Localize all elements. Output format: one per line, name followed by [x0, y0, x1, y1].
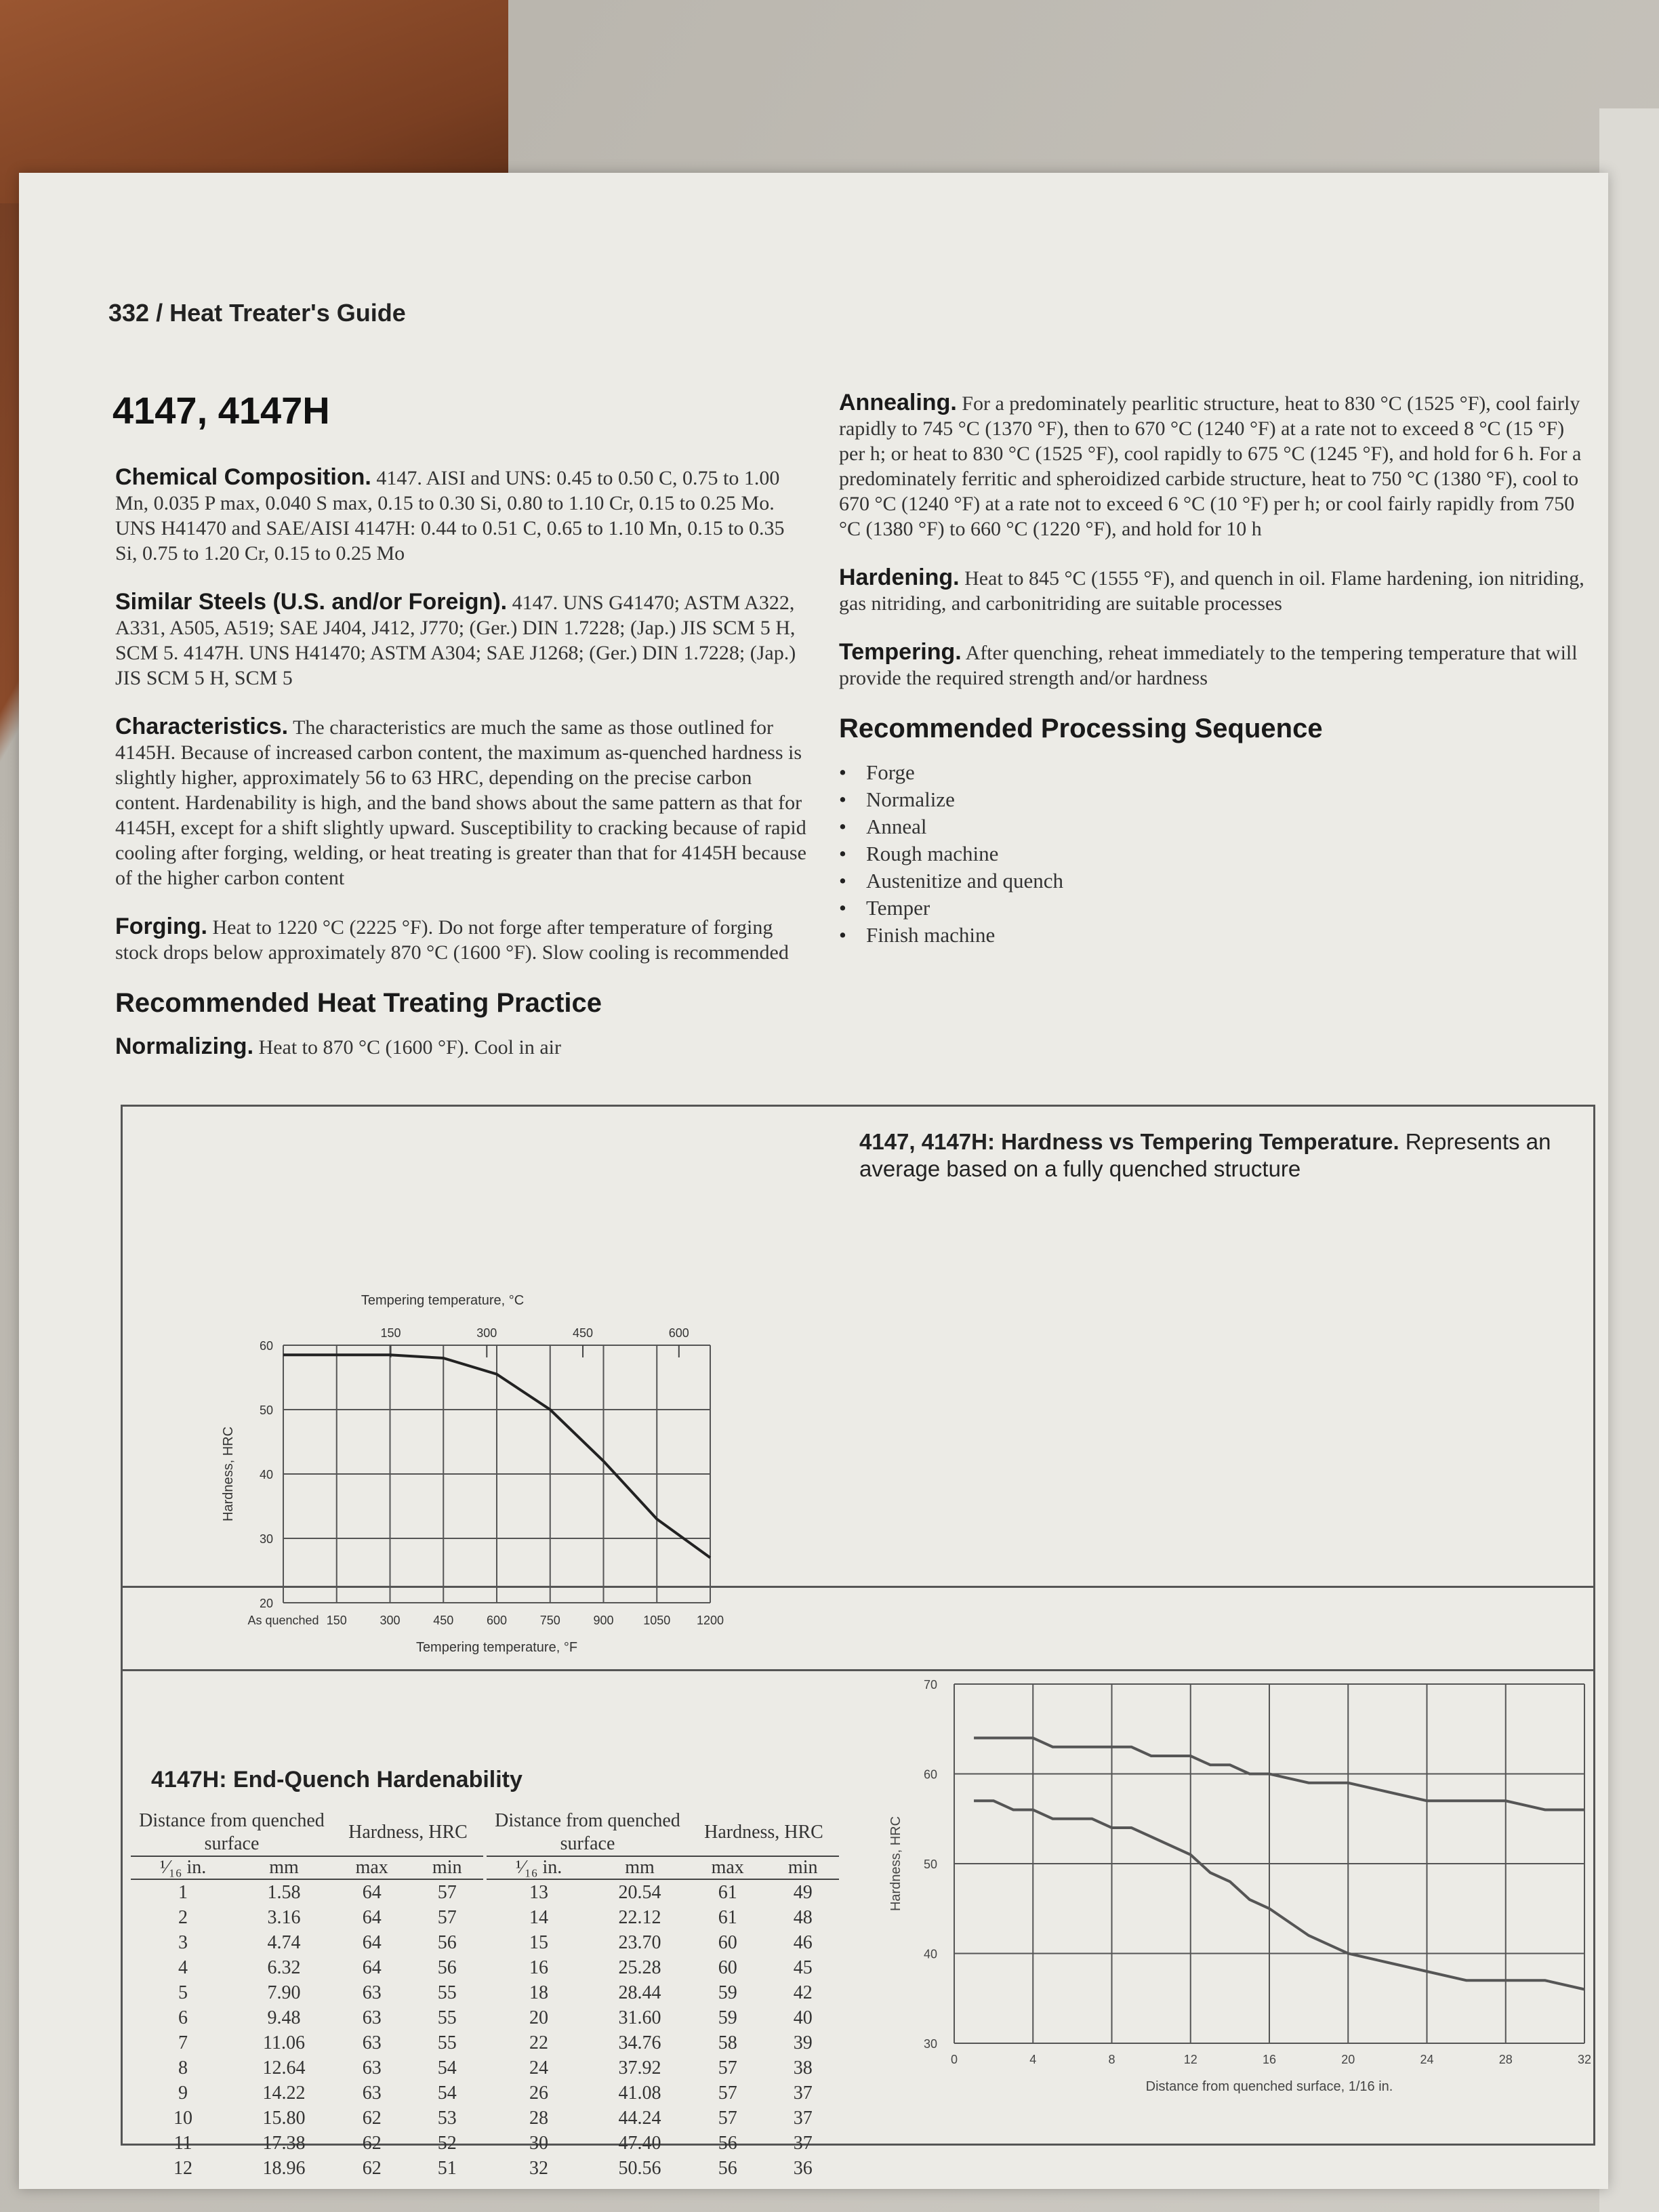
table-row [131, 2005, 483, 2030]
table-cell: 4 [178, 1957, 188, 1978]
x-tick-label: 900 [593, 1614, 614, 1627]
similar-steels: Similar Steels (U.S. and/or Foreign). 4147. UNS G41470; ASTM A322, A331, A505, A519; SAE J404, J412, J770; (Ger.) DIN 1.7228; (Jap.) JIS SCM 5 H, SCM 5. 4147H. UNS H41470; ASTM A304; SAE J1268; (Ger.) DIN 1.7228; (Jap.) JIS SCM 5 H, SCM 5 [115, 589, 796, 689]
list-item: • Austenitize and quench [866, 867, 1584, 895]
table-row [487, 2030, 839, 2055]
table-cell: 11.06 [263, 2032, 306, 2053]
table-row [487, 2081, 839, 2106]
left-column [115, 464, 810, 1083]
table-cell: 14.22 [262, 2083, 306, 2104]
table-cell: 37 [793, 2133, 813, 2154]
list-item: • Temper [866, 895, 1584, 922]
table-cell: 20 [529, 2007, 549, 2028]
table-cell: 57 [718, 2057, 737, 2078]
table-cell: 55 [437, 1982, 457, 2003]
table-cell: 11 [173, 2133, 192, 2154]
list-item: • Normalize [866, 786, 1584, 813]
table-cell: 39 [793, 2032, 813, 2053]
x-tick-label: 300 [380, 1614, 401, 1627]
x2-tick-label: 450 [573, 1326, 594, 1340]
table-cell: 62 [362, 2158, 382, 2179]
table-cell: 37 [793, 2108, 813, 2129]
table-cell: 30 [529, 2133, 549, 2154]
table-row [131, 2131, 483, 2156]
x-tick-label: 28 [1498, 2053, 1513, 2066]
annealing: Annealing. For a predominately pearlitic structure, heat to 830 °C (1525 °F), cool fairly rapidly to 745 °C (1370 °F), then to 670 °C (1240 °F) at a rate not to exceed 8 °C (15 °F) per h; or heat to 830 °C (1525 °F), cool rapidly to 675 °C (1245 °F), and hold for 6 h. For a predominately ferritic and spheroidized carbide structure, heat to 750 °C (1380 °F), cool to 670 °C (1240 °F) at a rate not to exceed 6 °C (10 °F) per h; or cool fairly rapidly from 750 °C (1380 °F) to 660 °C (1220 °F), and hold for 10 h [839, 390, 1582, 540]
table-row [131, 2081, 483, 2106]
table-cell: 57 [437, 1907, 457, 1928]
table-row [487, 1980, 839, 2005]
table-cell: 61 [718, 1882, 737, 1903]
table-cell: 37.92 [618, 2057, 661, 2078]
x-tick-label: 150 [326, 1614, 347, 1627]
table-cell: 63 [362, 2057, 382, 2078]
table-cell: 31.60 [618, 2007, 661, 2028]
table-row [131, 1930, 483, 1955]
table-cell: 36 [793, 2158, 813, 2179]
table-row [131, 2030, 483, 2055]
x-axis-label: Distance from quenched surface, 1/16 in. [1145, 2079, 1393, 2094]
col-max: max [711, 1857, 744, 1878]
list-item: • Finish machine [866, 922, 1584, 949]
table-row [131, 2156, 483, 2181]
x2-tick-label: 600 [668, 1326, 689, 1340]
table-cell: 28 [529, 2108, 549, 2129]
table-cell: 64 [362, 1882, 382, 1903]
page-title: 4147, 4147H [112, 389, 330, 432]
table-cell: 64 [362, 1957, 382, 1978]
table-cell: 7.90 [267, 1982, 301, 2003]
table-cell: 17.38 [262, 2133, 306, 2154]
x-tick-label: 750 [539, 1614, 560, 1627]
table-cell: 7 [178, 2032, 188, 2053]
x-tick-label: 32 [1577, 2053, 1591, 2066]
hardenability-chart [859, 1623, 1591, 2097]
table-cell: 54 [437, 2083, 457, 2104]
col-min: min [787, 1857, 818, 1878]
table-cell: 4.74 [267, 1932, 301, 1953]
table-row [487, 2055, 839, 2081]
figure-1-caption: 4147, 4147H: Hardness vs Tempering Temperature. Represents an average based on a fully quenched structure [859, 1129, 1551, 1181]
table-cell: 64 [362, 1932, 382, 1953]
table-cell: 60 [718, 1932, 737, 1953]
table-row [487, 2106, 839, 2131]
col-dist: Distance from quenched surface [139, 1810, 325, 1854]
x-tick-label: 16 [1262, 2053, 1277, 2066]
table-cell: 56 [437, 1932, 457, 1953]
table-cell: 5 [178, 1982, 188, 2003]
chemical-composition: Chemical Composition. 4147. AISI and UNS: 0.45 to 0.50 C, 0.75 to 1.00 Mn, 0.035 P max, 0.040 S max, 0.15 to 0.30 Si, 0.80 to 1.10 Cr, 0.15 to 0.25 Mo. UNS H41470 and SAE/AISI 4147H: 0.44 to 0.51 C, 0.65 to 1.10 Mn, 0.15 to 0.35 Si, 0.75 to 1.20 Cr, 0.15 to 0.25 Mo [115, 464, 785, 565]
characteristics: Characteristics. The characteristics are much the same as those outlined for 4145H. Because of increased carbon content, the maximum as-quenched hardness is slightly higher, approximately 56 to 63 HRC, depending on the precise carbon content. Hardenability is high, and the band shows about the same pattern as that for 4145H, except for a shift slightly upward. Susceptibility to cracking because of rapid cooling after forging, welding, or heat treating is greater than that for 4145H because of the higher carbon content [115, 714, 806, 889]
table-row [487, 2131, 839, 2156]
table-cell: 55 [437, 2007, 457, 2028]
table-cell: 10 [173, 2108, 193, 2129]
processing-sequence-list [839, 759, 1584, 949]
table-cell: 1 [178, 1882, 188, 1903]
table-cell: 45 [793, 1957, 813, 1978]
table-cell: 34.76 [618, 2032, 661, 2053]
x-tick-label: 1200 [696, 1614, 724, 1627]
table-cell: 56 [718, 2133, 737, 2154]
table-cell: 59 [718, 2007, 737, 2028]
col-max: max [355, 1857, 388, 1878]
x-tick-label: 450 [433, 1614, 454, 1627]
col-mm: mm [269, 1857, 299, 1878]
table-cell: 60 [718, 1957, 737, 1978]
table-cell: 62 [362, 2133, 382, 2154]
table-cell: 57 [718, 2108, 737, 2129]
table-cell: 44.24 [618, 2108, 661, 2129]
x2-tick-label: 150 [380, 1326, 401, 1340]
table-cell: 26 [529, 2083, 549, 2104]
running-head: 332 / Heat Treater's Guide [108, 299, 406, 327]
x-tick-label: 0 [950, 2053, 958, 2066]
table-cell: 51 [437, 2158, 457, 2179]
table-cell: 15.80 [262, 2108, 306, 2129]
processing-sequence-heading: Recommended Processing Sequence [839, 714, 1323, 743]
table-cell: 2 [178, 1907, 188, 1928]
table-row [487, 1930, 839, 1955]
table-cell: 50.56 [618, 2158, 661, 2179]
normalizing: Normalizing. Heat to 870 °C (1600 °F). Cool in air [115, 1033, 561, 1059]
table-cell: 40 [793, 2007, 813, 2028]
table-cell: 25.28 [618, 1957, 661, 1978]
table-cell: 41.08 [618, 2083, 661, 2104]
x-tick-label: 1050 [643, 1614, 671, 1627]
table-cell: 48 [793, 1907, 813, 1928]
table-cell: 54 [437, 2057, 457, 2078]
col-hard: Hardness, HRC [348, 1822, 468, 1843]
table-row [131, 2106, 483, 2131]
table-cell: 22.12 [618, 1907, 661, 1928]
table-cell: 47.40 [618, 2133, 661, 2154]
y-tick-label: 30 [259, 1532, 273, 1546]
table-cell: 12.64 [262, 2057, 306, 2078]
hardenability-table-right [487, 1809, 839, 2181]
x2-axis-label: Tempering temperature, °C [361, 1293, 525, 1308]
min-hardness-curve [974, 1801, 1584, 1989]
y-tick-label: 60 [923, 1767, 937, 1782]
hardenability-table-left [131, 1809, 483, 2181]
table-row [487, 1955, 839, 1980]
x-tick-label: 8 [1108, 2053, 1115, 2066]
x-tick-label: 600 [486, 1614, 508, 1627]
table-cell: 58 [718, 2032, 737, 2053]
col-dist: Distance from quenched surface [495, 1810, 680, 1854]
table-cell: 8 [178, 2057, 188, 2078]
y-tick-label: 50 [923, 1858, 937, 1871]
table-cell: 56 [437, 1957, 457, 1978]
x-tick-label: 24 [1420, 2053, 1434, 2066]
y-axis-label: Hardness, HRC [888, 1816, 903, 1912]
right-column [839, 390, 1584, 949]
table-cell: 59 [718, 1982, 737, 2003]
col-min: min [432, 1857, 462, 1878]
table-cell: 49 [793, 1882, 813, 1903]
table-cell: 53 [437, 2108, 457, 2129]
list-item: • Forge [866, 759, 1584, 786]
y-tick-label: 40 [259, 1468, 273, 1481]
table-cell: 55 [437, 2032, 457, 2053]
table-row [131, 1955, 483, 1980]
table-cell: 37 [793, 2083, 813, 2104]
y-tick-label: 70 [923, 1678, 937, 1692]
table-cell: 32 [529, 2158, 549, 2179]
table-cell: 12 [173, 2158, 193, 2179]
table-cell: 14 [529, 1907, 549, 1928]
table-cell: 28.44 [618, 1982, 661, 2003]
table-row [131, 1905, 483, 1930]
table-cell: 57 [718, 2083, 737, 2104]
y-tick-label: 20 [259, 1597, 273, 1610]
tempering: Tempering. After quenching, reheat immediately to the tempering temperature that will provide the required strength and/or hardness [839, 639, 1578, 689]
table-row [487, 2005, 839, 2030]
table-cell: 56 [718, 2158, 737, 2179]
table-cell: 6.32 [267, 1957, 301, 1978]
col-sixteenth: ¹⁄₁₆ in. [515, 1857, 562, 1878]
table-cell: 3 [178, 1932, 188, 1953]
table-cell: 62 [362, 2108, 382, 2129]
forging: Forging. Heat to 1220 °C (2225 °F). Do not forge after temperature of forging stock drops below approximately 870 °C (1600 °F). Slow cooling is recommended [115, 914, 789, 964]
table-cell: 15 [529, 1932, 549, 1953]
table-cell: 9 [178, 2083, 188, 2104]
y-tick-label: 40 [923, 1947, 937, 1961]
table-cell: 9.48 [267, 2007, 301, 2028]
x2-tick-label: 300 [476, 1326, 497, 1340]
hardening: Hardening. Heat to 845 °C (1555 °F), and quench in oil. Flame hardening, ion nitriding, gas nitriding, and carbonitriding are suitable processes [839, 565, 1584, 615]
y-axis-label: Hardness, HRC [221, 1426, 236, 1522]
list-item: • Anneal [866, 813, 1584, 840]
table-cell: 18 [529, 1982, 549, 2003]
table-title: 4147H: End-Quench Hardenability [151, 1767, 523, 1793]
table-cell: 24 [529, 2057, 549, 2078]
table-row [131, 1980, 483, 2005]
y-tick-label: 60 [259, 1339, 273, 1353]
table-row [131, 1879, 483, 1905]
x-tick-label: 4 [1029, 2053, 1037, 2066]
table-cell: 61 [718, 1907, 737, 1928]
table-cell: 63 [362, 2032, 382, 2053]
table-cell: 1.58 [267, 1882, 301, 1903]
table-cell: 57 [437, 1882, 457, 1903]
col-mm: mm [625, 1857, 655, 1878]
table-cell: 52 [437, 2133, 457, 2154]
x-axis-label: Tempering temperature, °F [415, 1640, 578, 1655]
table-cell: 46 [793, 1932, 813, 1953]
table-cell: 63 [362, 2007, 382, 2028]
table-cell: 23.70 [618, 1932, 661, 1953]
x-tick-label: As quenched [247, 1614, 319, 1627]
table-cell: 22 [529, 2032, 549, 2053]
list-item: • Rough machine [866, 840, 1584, 867]
table-cell: 63 [362, 1982, 382, 2003]
y-tick-label: 30 [923, 2037, 937, 2051]
table-row [487, 2156, 839, 2181]
table-cell: 16 [529, 1957, 549, 1978]
table-cell: 18.96 [262, 2158, 306, 2179]
table-cell: 20.54 [618, 1882, 661, 1903]
x-tick-label: 12 [1183, 2053, 1197, 2066]
next-page-edge [1599, 108, 1659, 2212]
heat-treating-heading: Recommended Heat Treating Practice [115, 988, 602, 1018]
table-row [487, 1879, 839, 1905]
col-sixteenth: ¹⁄₁₆ in. [159, 1857, 207, 1878]
table-row [487, 1905, 839, 1930]
table-cell: 38 [793, 2057, 813, 2078]
table-cell: 64 [362, 1907, 382, 1928]
y-tick-label: 50 [259, 1404, 273, 1417]
table-cell: 3.16 [267, 1907, 301, 1928]
table-row [131, 2055, 483, 2081]
table-cell: 63 [362, 2083, 382, 2104]
table-cell: 6 [178, 2007, 188, 2028]
table-cell: 42 [793, 1982, 813, 2003]
tempering-chart [138, 1122, 883, 1657]
col-hard: Hardness, HRC [704, 1822, 823, 1843]
x-tick-label: 20 [1341, 2053, 1355, 2066]
table-cell: 13 [529, 1882, 549, 1903]
book-page [19, 173, 1608, 2189]
